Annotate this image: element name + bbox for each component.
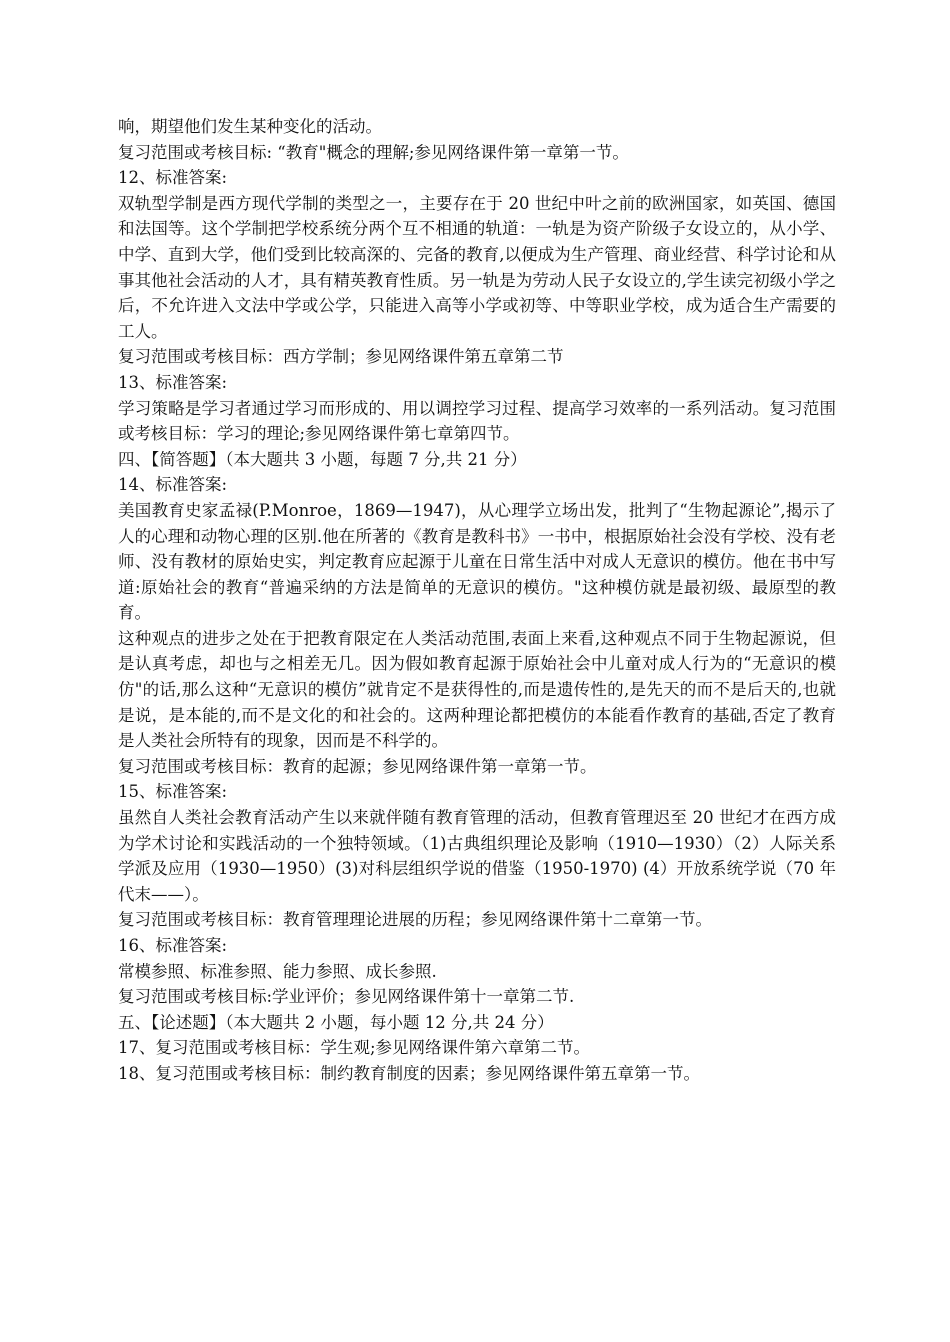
section-heading-essay: 五、【论述题】（本大题共 2 小题，每小题 12 分,共 24 分） bbox=[118, 1012, 554, 1032]
answer-heading-13: 13、标准答案: bbox=[118, 372, 228, 392]
answer-heading-15: 15、标准答案: bbox=[118, 782, 228, 802]
answer-line-17: 17、复习范围或考核目标：学生观;参见网络课件第六章第二节。 bbox=[118, 1038, 591, 1058]
review-scope-line: 复习范围或考核目标：教育的起源；参见网络课件第一章第一节。 bbox=[118, 756, 597, 776]
review-scope-line: 复习范围或考核目标：教育管理理论进展的历程；参见网络课件第十二章第一节。 bbox=[118, 910, 712, 930]
answer-paragraph-13: 学习策略是学习者通过学习而形成的、用以调控学习过程、提高学习效率的一系列活动。复习范围或考核目标：学习的理论;参见网络课件第七章第四节。 bbox=[118, 398, 836, 444]
answer-paragraph-14a: 美国教育史家孟禄(P.Monroe，1869—1947)，从心理学立场出发，批判了“生物起源论”,揭示了人的心理和动物心理的区别.他在所著的《教育是教科书》一书中，根据原始社会没有学校、没有老师、没有教材的原始史实，判定教育应起源于儿童在日常生活中对成人无意识的模仿。他在书中写道:原始社会的教育“普遍采纳的方法是简单的无意识的模仿。"这种模仿就是最初级、最原型的教育。 bbox=[118, 500, 836, 623]
answer-line-18: 18、复习范围或考核目标：制约教育制度的因素；参见网络课件第五章第一节。 bbox=[118, 1063, 700, 1083]
answer-heading-12: 12、标准答案: bbox=[118, 168, 228, 188]
review-scope-line: 复习范围或考核目标: “教育"概念的理解;参见网络课件第一章第一节。 bbox=[118, 142, 629, 162]
answer-paragraph-14b: 这种观点的进步之处在于把教育限定在人类活动范围,表面上来看,这种观点不同于生物起源说，但是认真考虑，却也与之相差无几。因为假如教育起源于原始社会中儿童对成人行为的“无意识的模仿"的话,那么这种“无意识的模仿”就肯定不是获得性的,而是遗传性的,是先天的而不是后天的,也就是说，是本能的,而不是文化的和社会的。这两种理论都把模仿的本能看作教育的基础,否定了教育是人类社会所特有的现象，因而是不科学的。 bbox=[118, 628, 836, 751]
review-scope-line: 复习范围或考核目标：西方学制；参见网络课件第五章第二节 bbox=[118, 347, 564, 367]
answer-paragraph-15: 虽然自人类社会教育活动产生以来就伴随有教育管理的活动，但教育管理迟至 20 世纪才在西方成为学术讨论和实践活动的一个独特领域。（1)古典组织理论及影响（1910—1930）（2）人际关系学派及应用（1930—1950）(3)对科层组织学说的借鉴（1950-1970) (4）开放系统学说（70 年代末——）。 bbox=[118, 808, 836, 904]
review-scope-line: 复习范围或考核目标:学业评价；参见网络课件第十一章第二节. bbox=[118, 987, 575, 1007]
document-body bbox=[118, 114, 836, 1087]
section-heading-short-answer: 四、【简答题】（本大题共 3 小题，每题 7 分,共 21 分） bbox=[118, 449, 527, 469]
text-line: 响，期望他们发生某种变化的活动。 bbox=[118, 117, 382, 136]
answer-heading-16: 16、标准答案: bbox=[118, 936, 228, 955]
answer-heading-14: 14、标准答案: bbox=[118, 475, 228, 495]
answer-paragraph-12: 双轨型学制是西方现代学制的类型之一，主要存在于 20 世纪中叶之前的欧洲国家，如英国、德国和法国等。这个学制把学校系统分两个互不相通的轨道：一轨是为资产阶级子女设立的，从小学、中学、直到大学，他们受到比较高深的、完备的教育,以便成为生产管理、商业经营、科学讨论和从事其他社会活动的人才，具有精英教育性质。另一轨是为劳动人民子女设立的,学生读完初级小学之后，不允许进入文法中学或公学，只能进入高等小学或初等、中等职业学校，成为适合生产需要的工人。 bbox=[118, 193, 836, 341]
answer-text-16: 常模参照、标准参照、能力参照、成长参照. bbox=[118, 961, 437, 981]
